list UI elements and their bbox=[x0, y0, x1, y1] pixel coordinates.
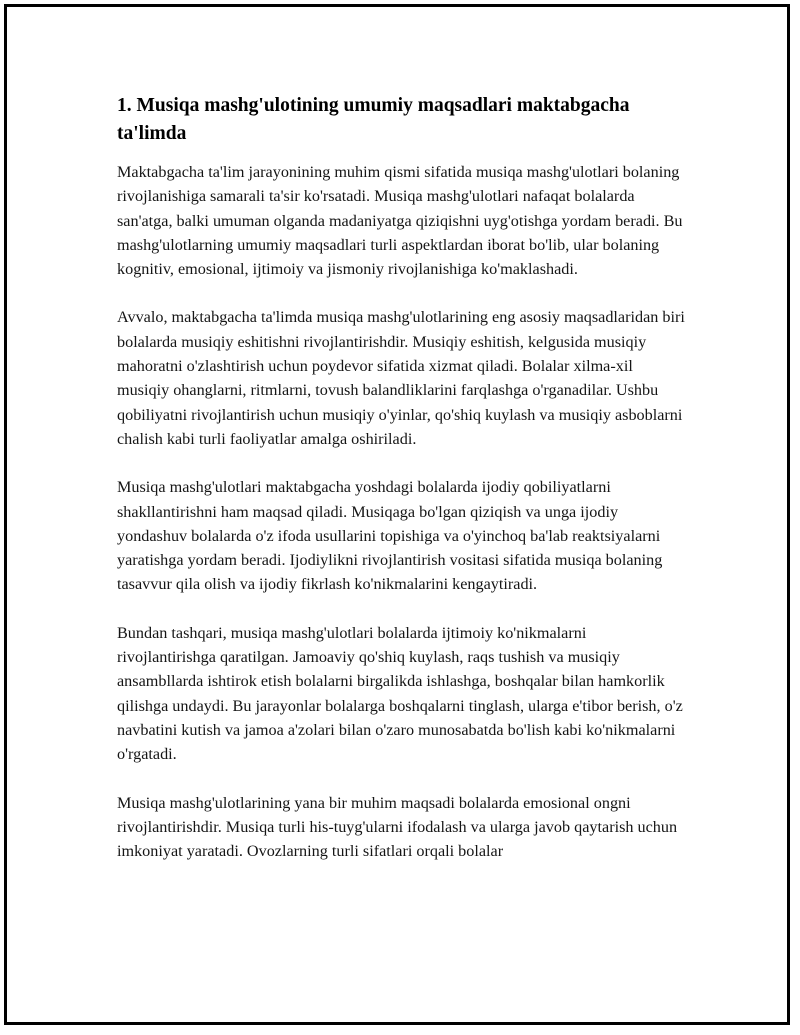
paragraph-social-skills: Bundan tashqari, musiqa mashg'ulotlari bolalarda ijtimoiy ko'nikmalarni rivojlantirishga qaratilgan. Jamoaviy qo'shiq kuylash, raqs tushish va musiqiy ansambllarda ishtirok etish bolalarni birgalikda ishlashga, boshqalar bilan hamkorlik qilishga undaydi. Bu jarayonlar bolalarga boshqalarni tinglash, ularga e'tibor berish, o'z navbatini kutish va jamoa a'zolari bilan o'zaro munosabatda bo'lish kabi ko'nikmalarni o'rgatadi. bbox=[117, 623, 683, 764]
paragraph-intro: Maktabgacha ta'lim jarayonining muhim qismi sifatida musiqa mashg'ulotlari bolaning rivojlanishiga samarali ta'sir ko'rsatadi. Musiqa mashg'ulotlari nafaqat bolalarda san'atga, balki umuman olganda madaniyatga qiziqishni uyg'otishga yordam beradi. Bu mashg'ulotlarning umumiy maqsadlari turli aspektlardan iborat bo'lib, ular bolaning kognitiv, emosional, ijtimoiy va jismoniy rivojlanishiga ko'maklashadi. bbox=[117, 163, 683, 279]
paragraph-emotional-awareness: Musiqa mashg'ulotlarining yana bir muhim maqsadi bolalarda emosional ongni rivojlantirishdir. Musiqa turli his-tuyg'ularni ifodalash va ularga javob qaytarish uchun imkoniyat yaratadi. Ovozlarning turli sifatlari orqali bolalar bbox=[117, 793, 678, 861]
document-body bbox=[117, 92, 689, 887]
paragraph-musical-hearing: Avvalo, maktabgacha ta'limda musiqa mashg'ulotlarining eng asosiy maqsadlaridan biri bolalarda musiqiy eshitishni rivojlantirishdir. Musiqiy eshitish, kelgusida musiqiy mahoratni o'zlashtirish uchun poydevor sifatida xizmat qiladi. Bolalar xilma-xil musiqiy ohanglarni, ritmlarni, tovush balandliklarini farqlashga o'rganadilar. Ushbu qobiliyatni rivojlantirish uchun musiqiy o'yinlar, qo'shiq kuylash va musiqiy asboblarni chalish kabi turli faoliyatlar amalga oshiriladi. bbox=[117, 308, 685, 448]
paragraph-creative-abilities: Musiqa mashg'ulotlari maktabgacha yoshdagi bolalarda ijodiy qobiliyatlarni shakllantirishni ham maqsad qiladi. Musiqaga bo'lgan qiziqish va unga ijodiy yondashuv bolalarda o'z ifoda usullarini topishiga va o'yinchoq ba'lab reaktsiyalarni yaratishga yordam beradi. Ijodiylikni rivojlantirish vositasi sifatida musiqa bolaning tasavvur qila olish va ijodiy fikrlash ko'nikmalarini kengaytiradi. bbox=[117, 478, 663, 594]
section-heading: 1. Musiqa mashg'ulotining umumiy maqsadlari maktabgacha ta'limda bbox=[117, 95, 630, 144]
